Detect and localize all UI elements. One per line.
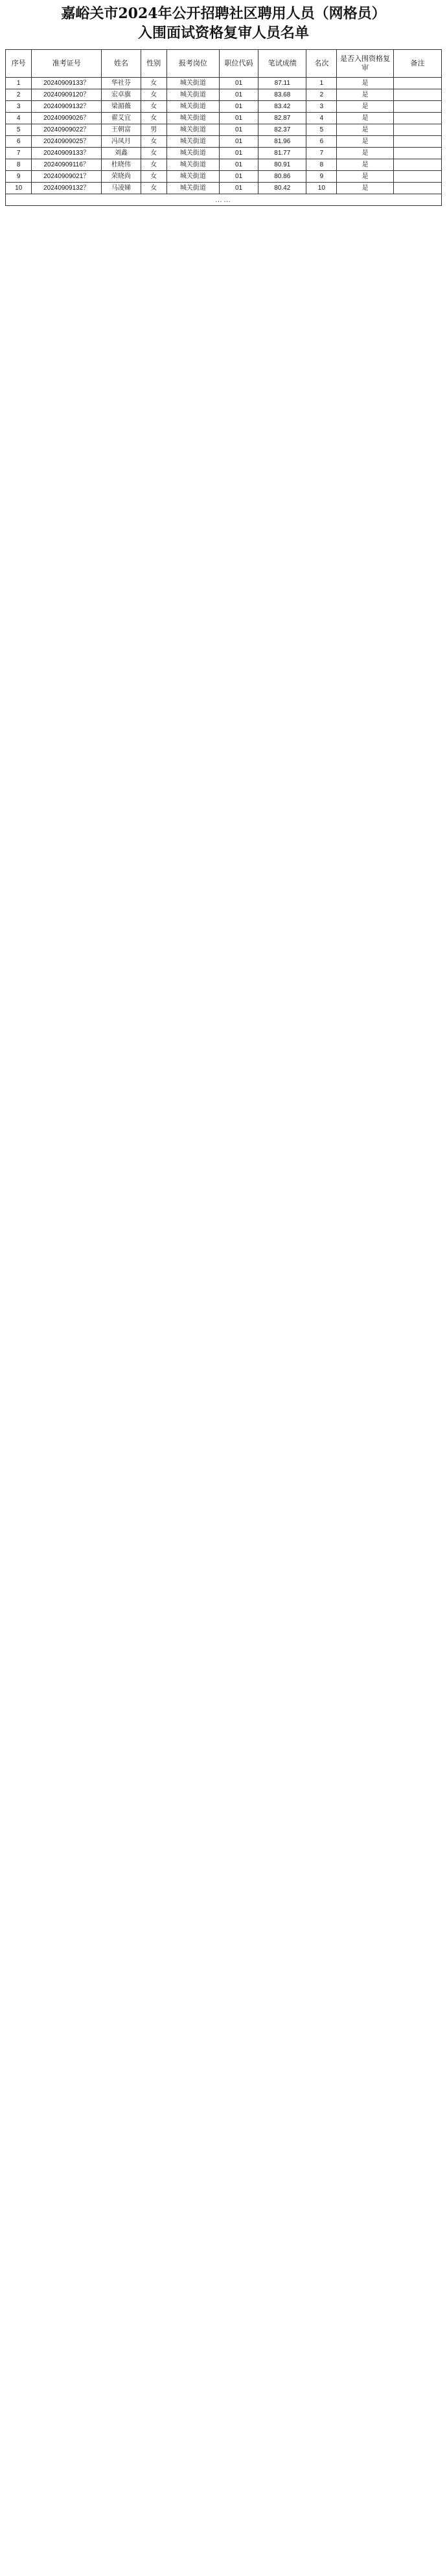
cell-position: 城关街道	[166, 183, 219, 194]
cell-score: 82.37	[258, 124, 306, 136]
cell-qualified: 是	[337, 78, 393, 89]
cell-position: 城关街道	[166, 78, 219, 89]
cell-rank: 6	[306, 136, 337, 148]
cell-ticket: 20240909120？	[32, 89, 102, 101]
cell-gender: 女	[141, 78, 166, 89]
cell-position: 城关街道	[166, 148, 219, 159]
cell-gender: 女	[141, 113, 166, 124]
cell-rank: 5	[306, 124, 337, 136]
cell-remark	[393, 113, 441, 124]
cell-remark	[393, 136, 441, 148]
cell-score: 80.91	[258, 159, 306, 171]
cell-ticket: 20240909132？	[32, 183, 102, 194]
table-row	[6, 89, 442, 101]
cell-gender: 女	[141, 183, 166, 194]
cell-rank: 4	[306, 113, 337, 124]
table-row	[6, 171, 442, 183]
cell-code: 01	[219, 113, 258, 124]
cell-ticket: 20240909025？	[32, 136, 102, 148]
cell-code: 01	[219, 183, 258, 194]
cell-ticket: 20240909026？	[32, 113, 102, 124]
cell-index: 8	[6, 159, 32, 171]
cell-qualified: 是	[337, 148, 393, 159]
cell-score: 80.42	[258, 183, 306, 194]
cell-remark	[393, 171, 441, 183]
cell-name: 华社芬	[102, 78, 141, 89]
table-row	[6, 124, 442, 136]
document-title-line2: 入围面试资格复审人员名单	[137, 25, 309, 41]
cell-gender: 男	[141, 124, 166, 136]
cell-code: 01	[219, 78, 258, 89]
col-header-index: 序号	[6, 50, 32, 78]
col-header-ticket: 准考证号	[32, 50, 102, 78]
cell-name: 杜晓伟	[102, 159, 141, 171]
col-header-gender: 性别	[141, 50, 166, 78]
cell-position: 城关街道	[166, 113, 219, 124]
cell-remark	[393, 101, 441, 113]
cell-gender: 女	[141, 136, 166, 148]
cell-rank: 9	[306, 171, 337, 183]
cell-name: 冯凤月	[102, 136, 141, 148]
table-row	[6, 148, 442, 159]
cell-ticket: 20240909022？	[32, 124, 102, 136]
cell-name: 翟艾宜	[102, 113, 141, 124]
table-header-row	[6, 50, 442, 78]
cell-index: 2	[6, 89, 32, 101]
cell-score: 82.87	[258, 113, 306, 124]
cell-qualified: 是	[337, 101, 393, 113]
cell-index: 4	[6, 113, 32, 124]
cell-name: 马凌娣	[102, 183, 141, 194]
cell-qualified: 是	[337, 124, 393, 136]
cell-code: 01	[219, 148, 258, 159]
col-header-rank: 名次	[306, 50, 337, 78]
cell-name: 梁湄薇	[102, 101, 141, 113]
continuation-marker: ……	[6, 194, 442, 206]
cell-index: 9	[6, 171, 32, 183]
col-header-remark: 备注	[393, 50, 441, 78]
cell-qualified: 是	[337, 159, 393, 171]
cell-gender: 女	[141, 171, 166, 183]
cell-ticket: 20240909132？	[32, 101, 102, 113]
cell-rank: 7	[306, 148, 337, 159]
cell-name: 刘鑫	[102, 148, 141, 159]
table-row	[6, 159, 442, 171]
cell-score: 81.77	[258, 148, 306, 159]
cell-position: 城关街道	[166, 124, 219, 136]
cell-position: 城关街道	[166, 101, 219, 113]
col-header-score: 笔试成绩	[258, 50, 306, 78]
table-row	[6, 183, 442, 194]
table-row	[6, 136, 442, 148]
cell-score: 80.86	[258, 171, 306, 183]
table-row	[6, 101, 442, 113]
cell-index: 5	[6, 124, 32, 136]
cell-remark	[393, 159, 441, 171]
cell-rank: 8	[306, 159, 337, 171]
cell-position: 城关街道	[166, 171, 219, 183]
cell-code: 01	[219, 101, 258, 113]
candidate-table-wrap	[5, 49, 442, 206]
cell-qualified: 是	[337, 183, 393, 194]
cell-index: 3	[6, 101, 32, 113]
cell-index: 10	[6, 183, 32, 194]
cell-ticket: 20240909133？	[32, 78, 102, 89]
cell-qualified: 是	[337, 136, 393, 148]
cell-code: 01	[219, 159, 258, 171]
cell-gender: 女	[141, 101, 166, 113]
cell-score: 87.11	[258, 78, 306, 89]
cell-remark	[393, 148, 441, 159]
cell-gender: 女	[141, 89, 166, 101]
candidate-table	[5, 49, 442, 206]
table-body	[6, 78, 442, 206]
cell-qualified: 是	[337, 171, 393, 183]
cell-rank: 1	[306, 78, 337, 89]
col-header-code: 职位代码	[219, 50, 258, 78]
cell-remark	[393, 183, 441, 194]
cell-remark	[393, 89, 441, 101]
cell-position: 城关街道	[166, 89, 219, 101]
cell-code: 01	[219, 89, 258, 101]
col-header-qualified: 是否入围资格复审	[337, 50, 393, 78]
cell-position: 城关街道	[166, 136, 219, 148]
cell-position: 城关街道	[166, 159, 219, 171]
table-row-continuation	[6, 194, 442, 206]
cell-remark	[393, 124, 441, 136]
table-row	[6, 113, 442, 124]
cell-name: 荣晓尚	[102, 171, 141, 183]
cell-gender: 女	[141, 159, 166, 171]
cell-remark	[393, 78, 441, 89]
cell-rank: 2	[306, 89, 337, 101]
cell-score: 83.42	[258, 101, 306, 113]
col-header-position: 报考岗位	[166, 50, 219, 78]
cell-ticket: 20240909021？	[32, 171, 102, 183]
cell-qualified: 是	[337, 89, 393, 101]
cell-rank: 3	[306, 101, 337, 113]
cell-ticket: 20240909133？	[32, 148, 102, 159]
cell-rank: 10	[306, 183, 337, 194]
cell-name: 王朝富	[102, 124, 141, 136]
cell-index: 1	[6, 78, 32, 89]
cell-code: 01	[219, 124, 258, 136]
cell-score: 83.68	[258, 89, 306, 101]
cell-qualified: 是	[337, 113, 393, 124]
table-row	[6, 78, 442, 89]
cell-ticket: 20240909116？	[32, 159, 102, 171]
cell-code: 01	[219, 136, 258, 148]
cell-name: 宏卓旗	[102, 89, 141, 101]
cell-gender: 女	[141, 148, 166, 159]
col-header-name: 姓名	[102, 50, 141, 78]
cell-index: 6	[6, 136, 32, 148]
cell-score: 81.96	[258, 136, 306, 148]
document-title-line1: 嘉峪关市2024年公开招聘社区聘用人员（网格员）	[61, 5, 386, 22]
cell-code: 01	[219, 171, 258, 183]
cell-index: 7	[6, 148, 32, 159]
